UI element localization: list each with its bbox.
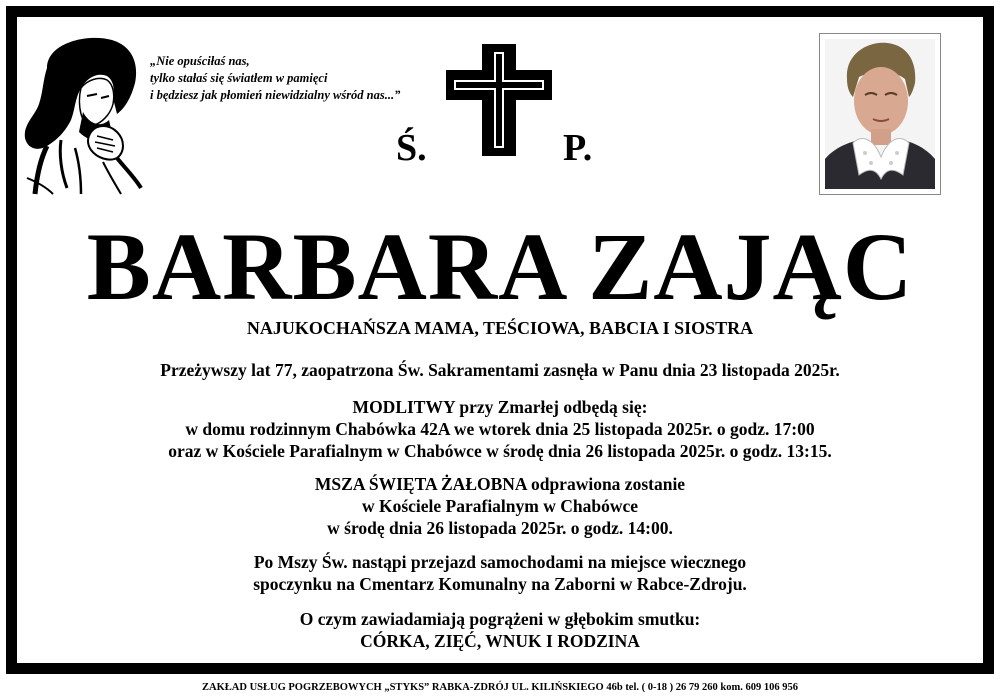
quote-line: „Nie opuściłaś nas, bbox=[150, 54, 250, 68]
funeral-home-footer: ZAKŁAD USŁUG POGRZEBOWYCH „STYKS” RABKA-ZDRÓJ UL. KILIŃSKIEGO 46b tel. ( 0-18 ) 26 79 260 kom. 609 106 956 bbox=[202, 682, 798, 693]
mass-section bbox=[0, 473, 1000, 539]
death-notice bbox=[0, 359, 1000, 381]
quote-line: tylko stałaś się światłem w pamięci bbox=[150, 71, 328, 85]
family-roles: NAJUKOCHAŃSZA MAMA, TEŚCIOWA, BABCIA I SIOSTRA bbox=[246, 318, 754, 338]
sp-left-letter: Ś. bbox=[396, 127, 427, 169]
mass-line: w Kościele Parafialnym w Chabówce bbox=[361, 496, 639, 516]
prayers-line: MODLITWY przy Zmarłej odbędą się: bbox=[352, 397, 648, 417]
closing-family: CÓRKA, ZIĘĆ, WNUK I RODZINA bbox=[360, 631, 640, 651]
quote-line: i będziesz jak płomień niewidzialny wśród nas...” bbox=[150, 88, 401, 102]
prayers-section bbox=[0, 396, 1000, 462]
transfer-section bbox=[0, 551, 1000, 595]
death-notice-line: Przeżywszy lat 77, zaopatrzona Św. Sakramentami zasnęła w Panu dnia 23 listopada 2025r. bbox=[160, 360, 840, 380]
prayers-line: w domu rodzinnym Chabówka 42A we wtorek dnia 25 listopada 2025r. o godz. 17:00 bbox=[185, 419, 815, 439]
transfer-line: spoczynku na Cmentarz Komunalny na Zaborni w Rabce-Zdroju. bbox=[253, 574, 747, 594]
praying-christ-icon bbox=[17, 28, 147, 196]
mass-line: MSZA ŚWIĘTA ŻAŁOBNA odprawiona zostanie bbox=[314, 474, 686, 494]
transfer-line: Po Mszy Św. nastąpi przejazd samochodami na miejsce wiecznego bbox=[253, 552, 747, 572]
sp-right-letter: P. bbox=[563, 127, 593, 169]
cross-icon bbox=[446, 44, 552, 156]
deceased-name: BARBARA ZAJĄC bbox=[86, 213, 914, 320]
mass-line: w środę dnia 26 listopada 2025r. o godz. 14:00. bbox=[327, 518, 673, 538]
prayers-line: oraz w Kościele Parafialnym w Chabówce w środę dnia 26 listopada 2025r. o godz. 13:15. bbox=[168, 441, 832, 461]
closing-line: O czym zawiadamiają pogrążeni w głębokim smutku: bbox=[299, 609, 701, 629]
memorial-quote bbox=[150, 53, 450, 104]
closing-section bbox=[0, 608, 1000, 652]
portrait-photo bbox=[819, 33, 941, 195]
